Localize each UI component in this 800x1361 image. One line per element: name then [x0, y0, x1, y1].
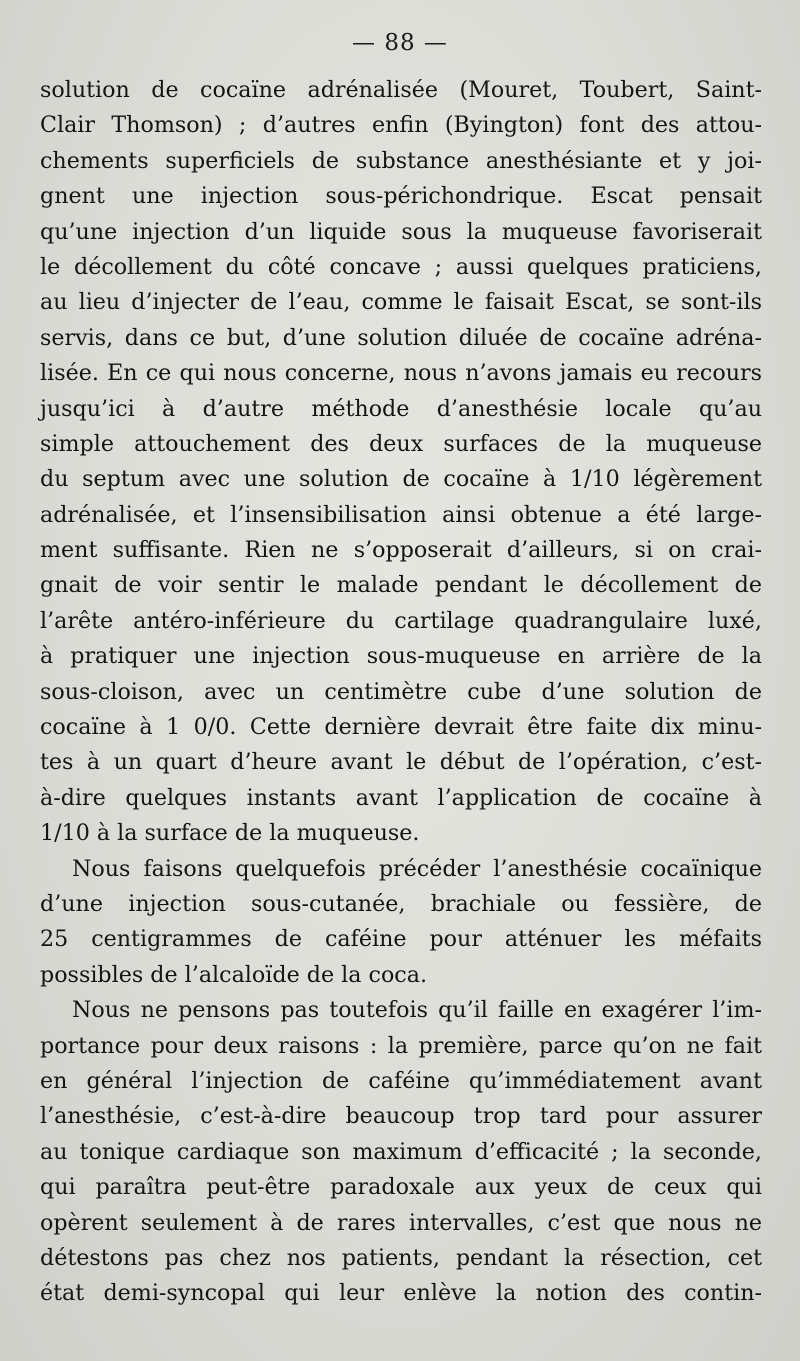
text-line: lisée. En ce qui nous concerne, nous n’avons jamais eu recours — [40, 360, 762, 387]
text-line: l’arête antéro-inférieure du cartilage quadrangulaire luxé, — [40, 607, 762, 634]
text-line: simple attouchement des deux surfaces de la muqueuse — [40, 430, 762, 457]
text-line: opèrent seulement à de rares intervalles, c’est que nous ne — [40, 1209, 762, 1236]
text-line: en général l’injection de caféine qu’immédiatement avant — [40, 1067, 762, 1094]
text-line: portance pour deux raisons : la première, parce qu’on ne fait — [40, 1032, 762, 1059]
paragraph — [40, 852, 762, 994]
text-line: 1/10 à la surface de la muqueuse. — [40, 820, 420, 847]
text-line: le décollement du côté concave ; aussi quelques praticiens, — [40, 253, 762, 280]
text-line: gnent une injection sous-périchondrique. Escat pensait — [40, 183, 762, 210]
text-line: état demi-syncopal qui leur enlève la notion des contin- — [40, 1280, 762, 1307]
text-line: détestons pas chez nos patients, pendant la résection, cet — [40, 1244, 762, 1271]
text-line: d’une injection sous-cutanée, brachiale ou fessière, de — [40, 890, 762, 917]
text-line: tes à un quart d’heure avant le début de l’opération, c’est- — [40, 749, 762, 776]
paragraph — [40, 73, 762, 852]
text-line: 25 centigrammes de caféine pour atténuer les méfaits — [40, 926, 762, 953]
text-line: Nous ne pensons pas toutefois qu’il faille en exagérer l’im- — [72, 997, 762, 1024]
page-number: — 88 — — [352, 30, 448, 56]
text-line: servis, dans ce but, d’une solution diluée de cocaïne adréna- — [40, 324, 762, 351]
text-line: solution de cocaïne adrénalisée (Mouret, Toubert, Saint- — [40, 77, 762, 103]
text-line: Nous faisons quelquefois précéder l’anesthésie cocaïnique — [72, 855, 762, 882]
text-line: du septum avec une solution de cocaïne à 1/10 légèrement — [40, 466, 762, 493]
text-line: au lieu d’injecter de l’eau, comme le faisait Escat, se sont-ils — [40, 289, 762, 316]
text-line: cocaïne à 1 0/0. Cette dernière devrait être faite dix minu- — [40, 714, 762, 741]
body-text — [40, 73, 762, 1312]
text-line: qui paraîtra peut-être paradoxale aux yeux de ceux qui — [40, 1174, 762, 1201]
text-line: gnait de voir sentir le malade pendant le décollement de — [40, 572, 762, 599]
text-line: sous-cloison, avec un centimètre cube d’une solution de — [40, 678, 762, 705]
text-line: Clair Thomson) ; d’autres enfin (Byington) font des attou- — [40, 112, 762, 139]
text-line: qu’une injection d’un liquide sous la muqueuse favoriserait — [40, 218, 762, 245]
text-line: à pratiquer une injection sous-muqueuse en arrière de la — [40, 643, 762, 670]
text-line: l’anesthésie, c’est-à-dire beaucoup trop tard pour assurer — [40, 1103, 762, 1130]
text-line: jusqu’ici à d’autre méthode d’anesthésie locale qu’au — [40, 395, 762, 422]
text-line: ment suffisante. Rien ne s’opposerait d’ailleurs, si on crai- — [40, 537, 762, 564]
text-line: adrénalisée, et l’insensibilisation ainsi obtenue a été large- — [40, 501, 762, 528]
text-line: à-dire quelques instants avant l’application de cocaïne à — [40, 784, 762, 811]
paragraph — [40, 993, 762, 1312]
text-line: possibles de l’alcaloïde de la coca. — [40, 961, 428, 988]
text-line: au tonique cardiaque son maximum d’efficacité ; la seconde, — [40, 1138, 762, 1165]
text-line: chements superficiels de substance anesthésiante et y joi- — [40, 147, 762, 174]
